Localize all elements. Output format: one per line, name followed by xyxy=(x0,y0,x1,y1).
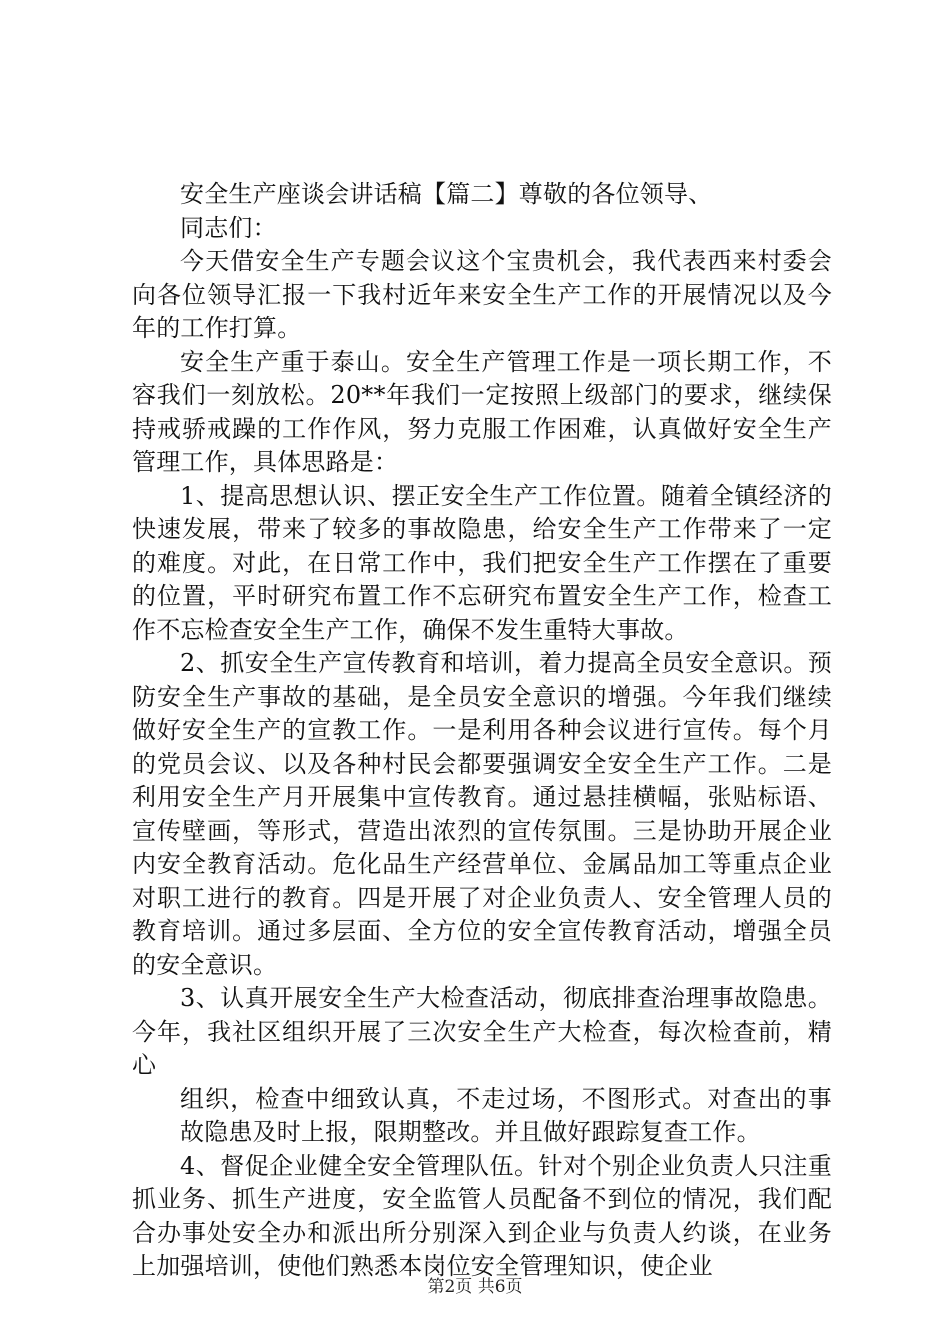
body-paragraph: 安全生产重于泰山。安全生产管理工作是一项长期工作，不容我们一刻放松。20**年我们一定按照上级部门的要求，继续保持戒骄戒躁的工作作风，努力克服工作困难，认真做好安全生产管理工作，具体思路是： xyxy=(132,347,832,476)
body-paragraph: 1、提高思想认识、摆正安全生产工作位置。随着全镇经济的快速发展，带来了较多的事故隐患，给安全生产工作带来了一定的难度。对此，在日常工作中，我们把安全生产工作摆在了重要的位置，平时研究布置工作不忘研究布置安全生产工作，检查工作不忘检查安全生产工作，确保不发生重特大事故。 xyxy=(132,481,832,644)
page-number-footer: 第2页 共6页 xyxy=(427,1277,523,1297)
body-paragraph: 3、认真开展安全生产大检查活动，彻底排查治理事故隐患。今年，我社区组织开展了三次安全生产大检查，每次检查前，精心 xyxy=(132,984,832,1079)
heading-paragraph: 安全生产座谈会讲话稿【篇二】尊敬的各位领导、 xyxy=(180,180,713,208)
body-paragraph: 4、督促企业健全安全管理队伍。针对个别企业负责人只注重抓业务、抓生产进度，安全监管人员配备不到位的情况，我们配合办事处安全办和派出所分别深入到企业与负责人约谈，在业务上加强培训，使他们熟悉本岗位安全管理知识，使企业 xyxy=(132,1151,832,1280)
continued-paragraph: 组织，检查中细致认真，不走过场，不图形式。对查出的事故隐患及时上报，限期整改。并且做好跟踪复查工作。 xyxy=(180,1084,832,1146)
salutation-paragraph: 同志们： xyxy=(180,213,277,242)
body-paragraph: 2、抓安全生产宣传教育和培训，着力提高全员安全意识。预防安全生产事故的基础，是全员安全意识的增强。今年我们继续做好安全生产的宣教工作。一是利用各种会议进行宣传。每个月的党员会议、以及各种村民会都要强调安全安全生产工作。二是利用安全生产月开展集中宣传教育。通过悬挂横幅，张贴标语、宣传壁画，等形式，营造出浓烈的宣传氛围。三是协助开展企业内安全教育活动。危化品生产经营单位、金属品加工等重点企业对职工进行的教育。四是开展了对企业负责人、安全管理人员的教育培训。通过多层面、全方位的安全宣传教育活动，增强全员的安全意识。 xyxy=(132,649,832,979)
body-paragraph: 今天借安全生产专题会议这个宝贵机会，我代表西来村委会向各位领导汇报一下我村近年来安全生产工作的开展情况以及今年的工作打算。 xyxy=(132,247,832,342)
document-body xyxy=(132,178,832,1284)
